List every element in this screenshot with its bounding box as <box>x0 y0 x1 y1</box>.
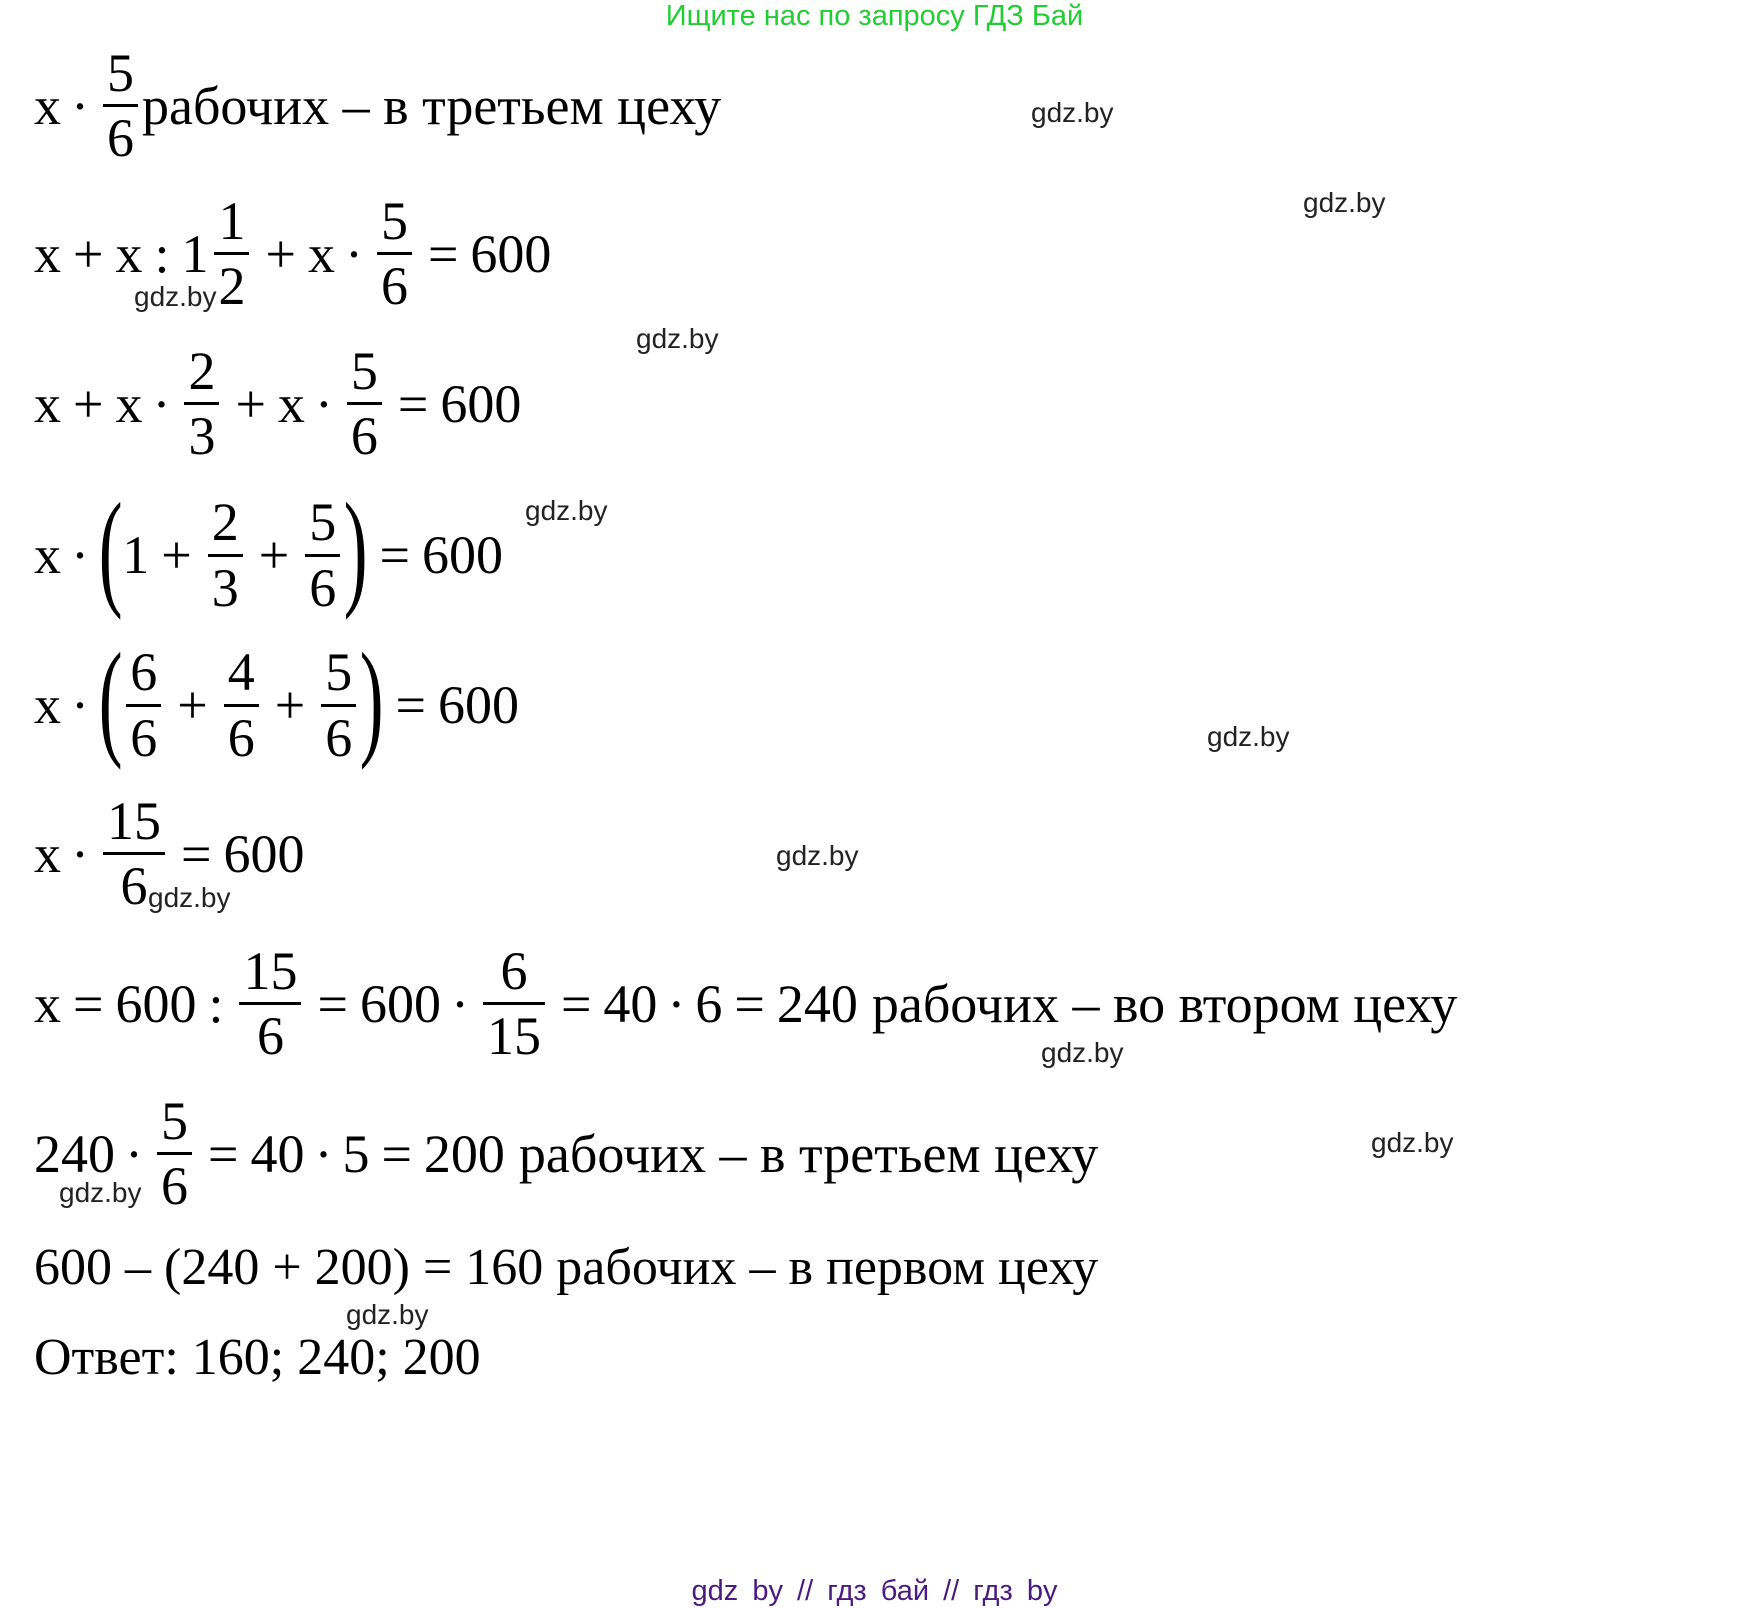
value: 6 <box>695 973 723 1034</box>
fraction <box>224 641 259 768</box>
fraction <box>321 641 356 768</box>
equation-line-3 <box>34 340 521 467</box>
rhs-value: 600 <box>440 373 522 434</box>
result-value: 240 <box>776 973 858 1034</box>
multiply-dot: · <box>344 223 363 284</box>
line-text: рабочих – в третьем цеху <box>141 75 722 136</box>
multiply-dot: · <box>667 973 686 1034</box>
equation-line-4 <box>34 477 503 621</box>
divide-colon: : <box>208 973 224 1034</box>
watermark: gdz.by <box>346 1299 429 1330</box>
fraction <box>208 491 243 618</box>
watermark: gdz.by <box>1031 97 1114 128</box>
denominator: 6 <box>350 406 378 467</box>
plus-sign: + <box>177 675 208 735</box>
line-text: 600 – (240 + 200) = 160 рабочих – в первом цеху <box>34 1239 1099 1296</box>
multiply-dot: · <box>71 675 89 735</box>
mixed-integer: 1 <box>181 223 209 284</box>
multiply-dot: · <box>71 525 89 585</box>
watermark: gdz.by <box>59 1177 142 1208</box>
watermark: gdz.by <box>525 495 608 526</box>
numerator: 5 <box>160 1091 188 1151</box>
equation-line-7 <box>34 940 1457 1067</box>
denominator: 2 <box>218 256 246 317</box>
plus-sign: + <box>258 525 290 585</box>
equation-line-8 <box>34 1090 1098 1217</box>
divide-colon: : <box>154 223 170 284</box>
value: 600 <box>359 973 441 1034</box>
equals-sign: = <box>381 1123 412 1184</box>
equals-sign: = <box>180 823 212 884</box>
plus-sign: + <box>161 525 192 585</box>
denominator: 3 <box>188 406 216 467</box>
multiply-dot: · <box>152 373 171 434</box>
multiply-dot: · <box>71 75 89 136</box>
multiply-dot: · <box>314 373 333 434</box>
denominator: 6 <box>309 557 337 618</box>
plus-sign: + <box>265 223 296 284</box>
value: 600 <box>115 973 197 1034</box>
multiply-dot: · <box>71 823 89 884</box>
fraction <box>239 940 301 1067</box>
numerator: 6 <box>500 941 528 1001</box>
equation-line-5 <box>34 627 519 771</box>
numerator: 5 <box>309 492 337 553</box>
left-paren: ( <box>98 477 123 621</box>
numerator: 2 <box>188 341 216 401</box>
plus-sign: + <box>73 223 104 284</box>
equation-line-2 <box>34 190 551 317</box>
numerator: 2 <box>211 492 239 553</box>
equals-sign: = <box>397 373 429 434</box>
equation-line-1 <box>34 42 721 169</box>
answer-line <box>34 1328 481 1387</box>
var-x: x <box>34 823 61 884</box>
denominator: 15 <box>486 1006 541 1067</box>
answer-text: Ответ: 160; 240; 200 <box>34 1329 481 1386</box>
watermark: gdz.by <box>1041 1037 1124 1068</box>
var-x: x <box>115 223 143 284</box>
denominator: 6 <box>160 1156 188 1217</box>
numerator: 15 <box>243 941 298 1001</box>
numerator: 5 <box>350 341 378 401</box>
watermark: gdz.by <box>1371 1127 1454 1158</box>
var-x: x <box>307 223 335 284</box>
var-x: x <box>115 373 143 434</box>
equals-sign: = <box>317 973 348 1034</box>
equals-sign: = <box>207 1123 239 1184</box>
left-paren: ( <box>98 627 123 771</box>
numerator: 5 <box>106 43 134 103</box>
integer-one: 1 <box>122 525 150 585</box>
fraction <box>305 491 340 618</box>
watermark: gdz.by <box>148 882 231 913</box>
numerator: 5 <box>325 642 353 703</box>
fraction <box>184 340 219 467</box>
plus-sign: + <box>274 675 306 735</box>
denominator: 6 <box>256 1006 284 1067</box>
denominator: 6 <box>227 707 255 768</box>
equals-sign: = <box>395 675 426 735</box>
fraction <box>377 190 412 317</box>
line-text: рабочих – в третьем цеху <box>518 1123 1099 1184</box>
plus-sign: + <box>73 373 104 434</box>
rhs-value: 600 <box>437 675 519 735</box>
var-x: x <box>34 373 61 434</box>
search-banner: Ищите нас по запросу ГДЗ Бай <box>665 0 1084 32</box>
denominator: 6 <box>106 108 134 169</box>
denominator: 6 <box>130 707 158 768</box>
numerator: 5 <box>380 191 408 251</box>
fraction <box>103 42 138 169</box>
fraction <box>157 1090 192 1217</box>
denominator: 6 <box>380 256 408 317</box>
value: 240 <box>34 1123 115 1184</box>
multiply-dot: · <box>314 1123 333 1184</box>
right-paren: ) <box>359 627 384 771</box>
value: 40 <box>603 973 658 1034</box>
fraction <box>483 940 545 1067</box>
plus-sign: + <box>235 373 266 434</box>
rhs-value: 600 <box>421 525 503 585</box>
fraction <box>214 190 249 317</box>
equals-sign: = <box>734 973 765 1034</box>
multiply-dot: · <box>450 973 469 1034</box>
equals-sign: = <box>73 973 104 1034</box>
denominator: 3 <box>211 557 239 618</box>
var-x: x <box>34 675 61 735</box>
var-x: x <box>34 973 61 1034</box>
line-text: рабочих – во втором цеху <box>871 973 1458 1034</box>
var-x: x <box>34 223 61 284</box>
var-x: x <box>34 525 61 585</box>
numerator: 6 <box>130 642 158 703</box>
footer-watermark: gdz by // гдз бай // гдз by <box>691 1575 1058 1607</box>
watermark: gdz.by <box>134 281 217 312</box>
watermark: gdz.by <box>1207 721 1290 752</box>
numerator: 15 <box>106 791 161 851</box>
rhs-value: 600 <box>470 223 552 284</box>
value: 5 <box>342 1123 370 1184</box>
equals-sign: = <box>560 973 592 1034</box>
watermark: gdz.by <box>636 323 719 354</box>
var-x: x <box>277 373 305 434</box>
result-value: 200 <box>423 1123 505 1184</box>
equals-sign: = <box>379 525 410 585</box>
fraction <box>347 340 382 467</box>
numerator: 1 <box>218 191 246 251</box>
multiply-dot: · <box>125 1123 143 1184</box>
denominator: 6 <box>120 856 148 917</box>
watermark: gdz.by <box>1303 187 1386 218</box>
right-paren: ) <box>343 477 368 621</box>
rhs-value: 600 <box>223 823 305 884</box>
watermark: gdz.by <box>776 840 859 871</box>
numerator: 4 <box>227 642 255 703</box>
equation-line-9 <box>34 1238 1098 1297</box>
fraction <box>126 641 161 768</box>
var-x: x <box>34 75 61 136</box>
denominator: 6 <box>325 707 353 768</box>
value: 40 <box>250 1123 305 1184</box>
equals-sign: = <box>427 223 459 284</box>
